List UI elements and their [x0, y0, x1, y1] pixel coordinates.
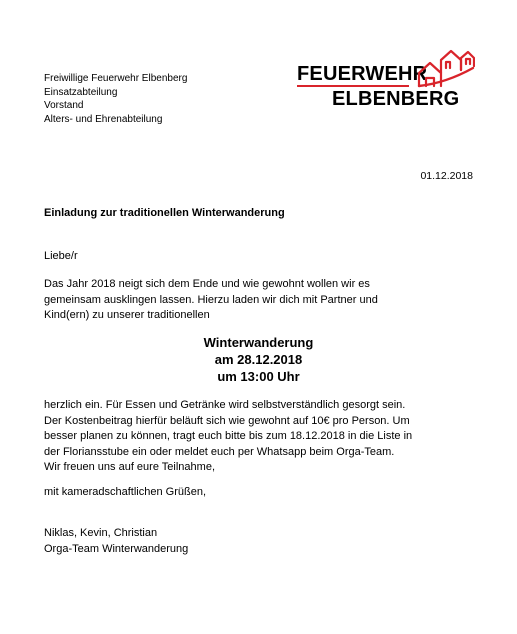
intro-line: Kind(ern) zu unserer traditionellen	[44, 309, 210, 321]
signature-block	[44, 526, 188, 557]
details-paragraph	[44, 398, 476, 476]
details-line: der Floriansstube ein oder meldet euch per Whatsapp beim Orga-Team.	[44, 445, 395, 458]
closing-phrase: mit kameradschaftlichen Grüßen,	[44, 486, 207, 498]
sender-line: Einsatzabteilung	[44, 86, 118, 98]
event-announcement	[0, 334, 517, 385]
feuerwehr-logo	[297, 46, 477, 110]
event-name: Winterwanderung	[203, 335, 314, 350]
village-houses-icon	[417, 46, 475, 88]
sender-line: Freiwillige Feuerwehr Elbenberg	[44, 73, 188, 84]
event-time: um 13:00 Uhr	[217, 369, 300, 384]
intro-line: Das Jahr 2018 neigt sich dem Ende und wie gewohnt wollen wir es	[44, 278, 370, 290]
letter-subject: Einladung zur traditionellen Winterwanderung	[44, 207, 285, 219]
details-line: Wir freuen uns auf eure Teilnahme,	[44, 461, 215, 473]
sender-line: Vorstand	[44, 100, 84, 111]
sender-address	[44, 72, 187, 126]
logo-red-rule	[297, 85, 409, 87]
letter-date: 01.12.2018	[420, 170, 473, 182]
sender-line: Alters- und Ehrenabteilung	[44, 113, 163, 125]
intro-paragraph	[44, 277, 476, 324]
signature-team: Orga-Team Winterwanderung	[44, 542, 189, 555]
details-line: besser planen zu können, tragt euch bitte bis zum 18.12.2018 in die Liste in	[44, 430, 413, 442]
greeting: Liebe/r	[44, 250, 78, 262]
event-date: am 28.12.2018	[214, 352, 303, 367]
details-line: herzlich ein. Für Essen und Getränke wird selbstverständlich gesorgt sein.	[44, 399, 406, 411]
intro-line: gemeinsam ausklingen lassen. Hierzu laden wir dich mit Partner und	[44, 293, 378, 306]
logo-text-elbenberg: ELBENBERG	[332, 88, 460, 110]
signature-names: Niklas, Kevin, Christian	[44, 527, 158, 539]
details-line: Der Kostenbeitrag hierfür beläuft sich wie gewohnt auf 10€ pro Person. Um	[44, 414, 410, 427]
logo-text-feuerwehr: FEUERWEHR	[297, 63, 428, 85]
